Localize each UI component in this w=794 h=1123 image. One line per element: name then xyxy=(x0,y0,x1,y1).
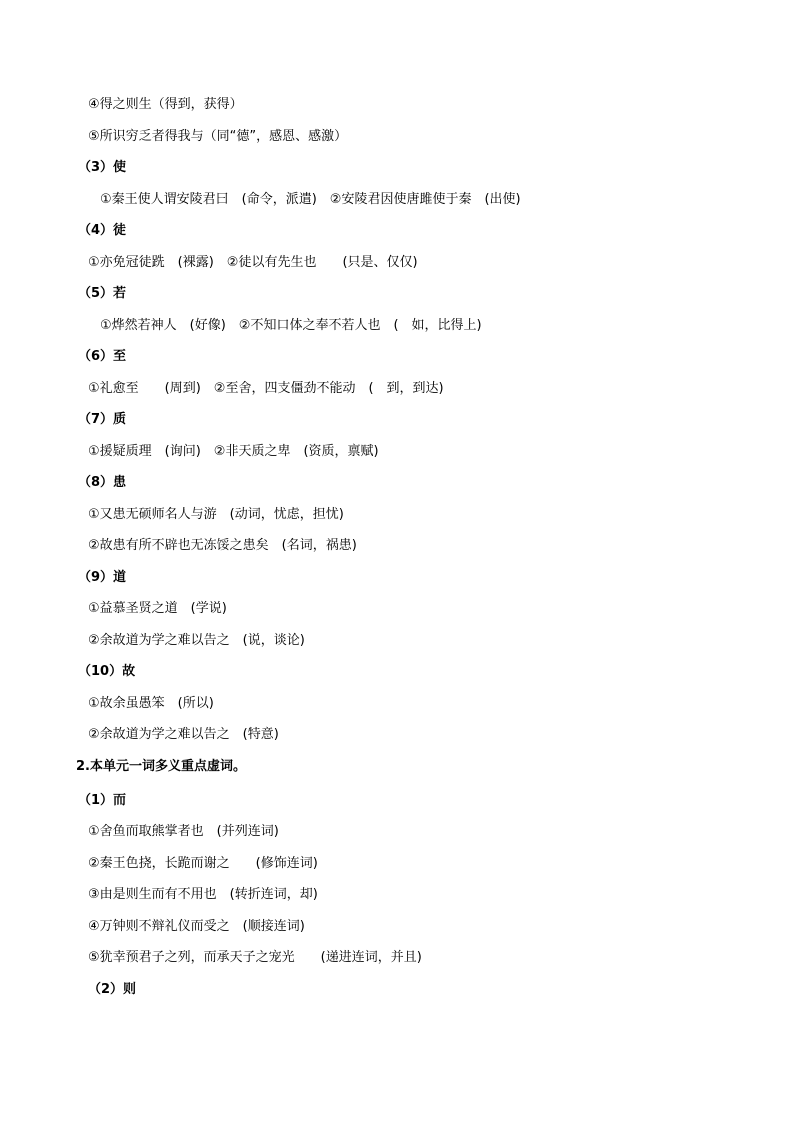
text-line: ②秦王色挠，长跪而谢之 (修饰连词) xyxy=(88,856,318,871)
section-heading: （9）道 xyxy=(78,570,127,585)
section-heading: （10）故 xyxy=(78,664,136,679)
text-line: ④得之则生（得到，获得） xyxy=(88,97,243,112)
text-line: ③由是则生而有不用也 (转折连词，却) xyxy=(88,887,318,902)
subsection-title: 2.本单元一词多义重点虚词。 xyxy=(76,759,246,774)
text-line: ①又患无硕师名人与游 (动词，忧虑，担忧) xyxy=(88,507,344,522)
text-line: ①益慕圣贤之道 (学说) xyxy=(88,601,227,616)
section-heading: （8）患 xyxy=(78,475,127,490)
section-heading: （7）质 xyxy=(78,412,127,427)
text-line: ④万钟则不辩礼仪而受之 (顺接连词) xyxy=(88,919,305,934)
text-line: ①秦王使人谓安陵君曰 (命令，派遣) ②安陵君因使唐雎使于秦 (出使) xyxy=(100,192,521,207)
text-line: ⑤所识穷乏者得我与（同“德”，感恩、感激） xyxy=(88,129,348,144)
text-line: ①故余虽愚笨 (所以) xyxy=(88,696,214,711)
section-heading: （6）至 xyxy=(78,349,127,364)
text-line: ⑤犹幸预君子之列，而承天子之宠光 (递进连词，并且) xyxy=(88,950,422,965)
section-heading: （5）若 xyxy=(78,286,127,301)
section-heading: （3）使 xyxy=(78,160,127,175)
text-line: ①援疑质理 (询问) ②非天质之卑 (资质，禀赋) xyxy=(88,444,379,459)
text-line: ②余故道为学之难以告之 (特意) xyxy=(88,727,279,742)
section-heading: （4）徒 xyxy=(78,223,127,238)
text-line: ①亦免冠徒跣 (裸露) ②徒以有先生也 (只是、仅仅) xyxy=(88,255,418,270)
text-line: ①烨然若神人 (好像) ②不知口体之奉不若人也 ( 如，比得上) xyxy=(100,318,482,333)
text-line: ①舍鱼而取熊掌者也 (并列连词) xyxy=(88,824,279,839)
text-line: ②余故道为学之难以告之 (说，谈论) xyxy=(88,633,305,648)
section-heading: （1）而 xyxy=(78,793,127,808)
section-heading: （2）则 xyxy=(88,982,137,997)
text-line: ②故患有所不辟也无冻馁之患矣 (名词，祸患) xyxy=(88,538,357,553)
text-line: ①礼愈至 (周到) ②至舍，四支僵劲不能动 ( 到，到达) xyxy=(88,381,444,396)
